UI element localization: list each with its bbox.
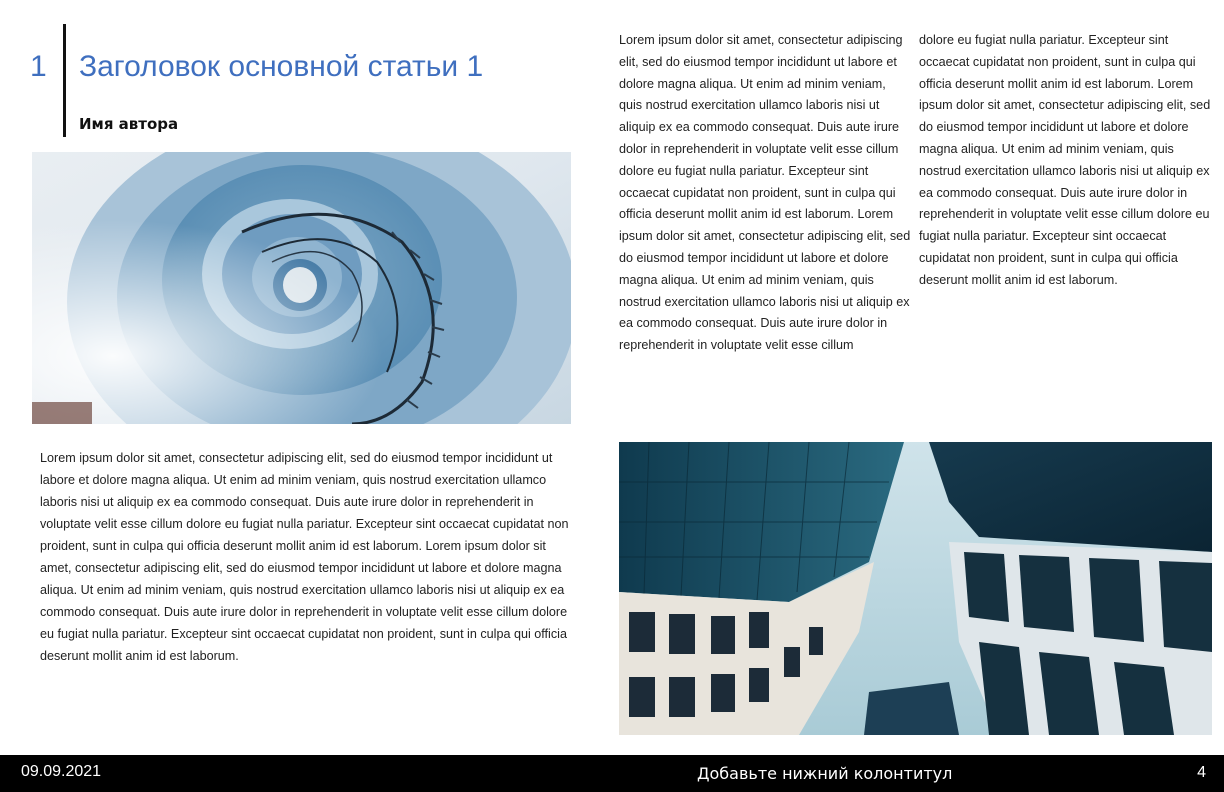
article-body-column-2: dolore eu fugiat nulla pariatur. Excepteur sint occaecat cupidatat non proident, sunt in culpa qui officia deserunt mollit anim id est laborum. Lorem ipsum dolor sit amet, consectetur adipiscing elit, sed do eiusmod tempor incididunt ut labore et dolore magna aliqua. Ut enim ad minim veniam, quis nostrud exercitation ullamco laboris nisi ut aliquip ex ea commodo consequat. Duis aute irure dolor in reprehenderit in voluptate velit esse cillum dolore eu fugiat nulla pariatur. Excepteur sint occaecat cupidatat non proident, sunt in culpa qui officia deserunt mollit anim id est laborum.: [919, 33, 1211, 287]
page-number: 4: [1197, 764, 1206, 781]
spiral-staircase-image: [32, 152, 571, 424]
article-title: Заголовок основной статьи 1: [79, 50, 484, 83]
footer-date: 09.09.2021: [21, 763, 102, 780]
author-name: Имя автора: [79, 115, 179, 133]
article-body-column-1: Lorem ipsum dolor sit amet, consectetur adipiscing elit, sed do eiusmod tempor incididunt ut labore et dolore magna aliqua. Ut enim ad minim veniam, quis nostrud exercitation ullamco laboris nisi ut aliquip ex ea commodo consequat. Duis aute irure dolor in reprehenderit in voluptate velit esse cillum dolore eu fugiat nulla pariatur. Excepteur sint occaecat cupidatat non proident, sunt in culpa qui officia deserunt mollit anim id est laborum. Lorem ipsum dolor sit amet, consectetur adipiscing elit, sed do eiusmod tempor incididunt ut labore et dolore magna aliqua. Ut enim ad minim veniam, quis nostrud exercitation ullamco laboris nisi ut aliquip ex ea commodo consequat. Duis aute irure dolor in reprehenderit in voluptate velit esse cillum: [619, 33, 911, 353]
footer-text: Добавьте нижний колонтитул: [697, 764, 953, 783]
header-divider: [63, 24, 66, 137]
skyscrapers-image: [619, 442, 1212, 735]
page-footer: [0, 755, 1224, 792]
section-number: 1: [30, 50, 47, 83]
article-body-left: Lorem ipsum dolor sit amet, consectetur adipiscing elit, sed do eiusmod tempor incididunt ut labore et dolore magna aliqua. Ut enim ad minim veniam, quis nostrud exercitation ullamco laboris nisi ut aliquip ex ea commodo consequat. Duis aute irure dolor in reprehenderit in voluptate velit esse cillum dolore eu fugiat nulla pariatur. Excepteur sint occaecat cupidatat non proident, sunt in culpa qui officia deserunt mollit anim id est laborum. Lorem ipsum dolor sit amet, consectetur adipiscing elit, sed do eiusmod tempor incididunt ut labore et dolore magna aliqua. Ut enim ad minim veniam, quis nostrud exercitation ullamco laboris nisi ut aliquip ex ea commodo consequat. Duis aute irure dolor in reprehenderit in voluptate velit esse cillum dolore eu fugiat nulla pariatur. Excepteur sint occaecat cupidatat non proident, sunt in culpa qui officia deserunt mollit anim id est laborum.: [40, 451, 569, 663]
